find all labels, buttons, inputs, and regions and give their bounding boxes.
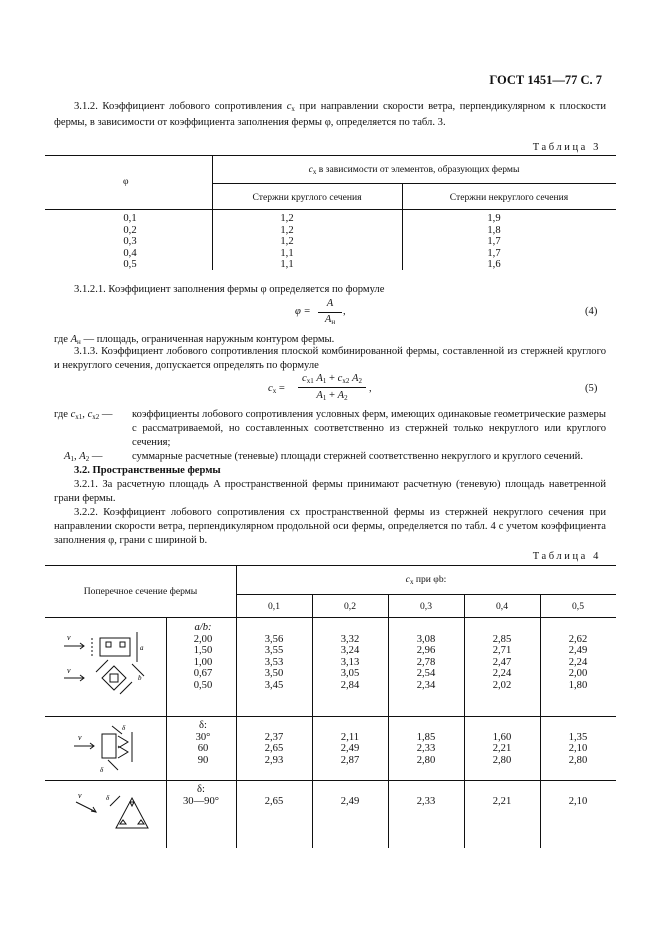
svg-text:v: v [67,666,71,675]
table-3-round-values: 1,2 1,2 1,2 1,1 1,1 [280,213,294,270]
where-cx-term: где $c_{x1}$, $c_{x2}$ — [54,409,113,421]
svg-text:v: v [78,733,82,742]
table-4-row3-col1: 2,65 [264,795,284,807]
paragraph-3-1-2-1: 3.1.2.1. Коэффициент заполнения фермы φ определяется по формуле [74,284,385,295]
table-4-row3-col2: 2,49 [340,795,360,807]
table-3-col-round: Стержни круглого сечения [252,192,362,203]
heading-3-2: 3.2. Пространственные фермы [74,465,221,476]
table-4-col-3: 0,3 [420,601,432,612]
table-4-section-header: Поперечное сечение фермы [83,586,198,597]
table-4-row1-col2: 3,32 3,24 3,13 3,05 2,84 [340,633,360,691]
table-4-row3-col5: 2,10 [568,795,588,807]
table-4-row1-col4: 2,85 2,71 2,47 2,24 2,02 [492,633,512,691]
table-3-caption: Таблица 3 [532,142,601,153]
table-4-col-2: 0,2 [344,601,356,612]
where-a-term: $A_1$, $A_2$ — [64,451,103,463]
table-4-col-1: 0,1 [268,601,280,612]
table-3-col-nonround: Стержни некруглого сечения [449,192,569,203]
table-4-row3-params: δ: 30—90° [182,784,220,807]
where-a-text: суммарные расчетные (теневые) площади стержней соответственно некруглого и круглого сечений. [132,451,583,462]
table-4-row2-col3: 1,85 2,33 2,80 [416,731,436,766]
where-cx-text: коэффициенты лобового сопротивления условных ферм, имеющих одинаковые геометрические размеры с рассматриваемой, но составленных соответственно из стержней только некруглого или круглого сечения; [132,409,606,448]
paragraph-3-1-3: 3.1.3. Коэффициент лобового сопротивления плоской комбинированной фермы, составленной из стержней круглого и некруглого сечения, допускается определять по формуле [54,346,606,371]
table-4-row1-col3: 3,08 2,96 2,78 2,54 2,34 [416,633,436,691]
table-4-row1-col1: 3,56 3,55 3,53 3,50 3,45 [264,633,284,691]
paragraph-3-2-1: 3.2.1. За расчетную площадь A пространственной фермы принимают расчетную (теневую) площадь наветренной грани фермы. [54,479,606,504]
cross-section-angled-drawing [72,722,162,777]
table-4-row2-col1: 2,37 2,65 2,93 [264,731,284,766]
table-3-cx-header: $c_x$ в зависимости от элементов, образующих фермы [308,164,520,176]
table-4-row1-params: a/b: 2,00 1,50 1,00 0,67 0,50 [193,622,213,691]
table-4-col-5: 0,5 [572,601,584,612]
svg-text:a: a [140,644,144,652]
table-3-phi-values: 0,1 0,2 0,3 0,4 0,5 [123,213,137,270]
table-4-row2-params: δ: 30° 60 90 [195,720,211,766]
table-4-row2-col4: 1,60 2,21 2,80 [492,731,512,766]
table-4-row2-col5: 1,35 2,10 2,80 [568,731,588,766]
svg-text:b: b [138,674,142,682]
page-header: ГОСТ 1451—77 С. 7 [489,73,602,87]
paragraph-3-2-2: 3.2.2. Коэффициент лобового сопротивления cx пространственной фермы из стержней некруглого сечения при направлении скорости ветра, перпендикулярном продольной оси фермы, определяется по табл. 4 с учетом коэффициента заполнения φ, грани с шириной b. [54,507,606,546]
table-4-cx-header: $c_x$ при φb: [405,574,447,586]
svg-text:δ: δ [106,794,110,802]
svg-text:v: v [78,791,82,800]
table-4-row2-col2: 2,11 2,49 2,87 [340,731,360,766]
cross-section-triangular-drawing [74,786,164,846]
svg-text:δ: δ [122,724,126,732]
table-4-col-4: 0,4 [496,601,508,612]
svg-text:δ: δ [100,766,104,774]
table-3-nonround-values: 1,9 1,8 1,7 1,7 1,6 [487,213,501,270]
cross-section-rectangular-drawing [62,624,162,704]
paragraph-3-1-2: 3.1.2. Коэффициент лобового сопротивления $c_x$ при направлении скорости ветра, перпендикулярном к плоскости фермы, в зависимости от коэффициента заполнения фермы φ, определяется по табл. 3. [54,101,606,128]
table-4-row3-col3: 2,33 [416,795,436,807]
table-3-phi-header: φ [123,176,129,187]
table-4-row3-col4: 2,21 [492,795,512,807]
table-4-caption: Таблица 4 [532,551,601,562]
where-an: где $A_н$ — площадь, ограниченная наружным контуром фермы. [54,334,335,346]
svg-text:v: v [67,633,71,642]
table-4-row1-col5: 2,62 2,49 2,24 2,00 1,80 [568,633,588,691]
